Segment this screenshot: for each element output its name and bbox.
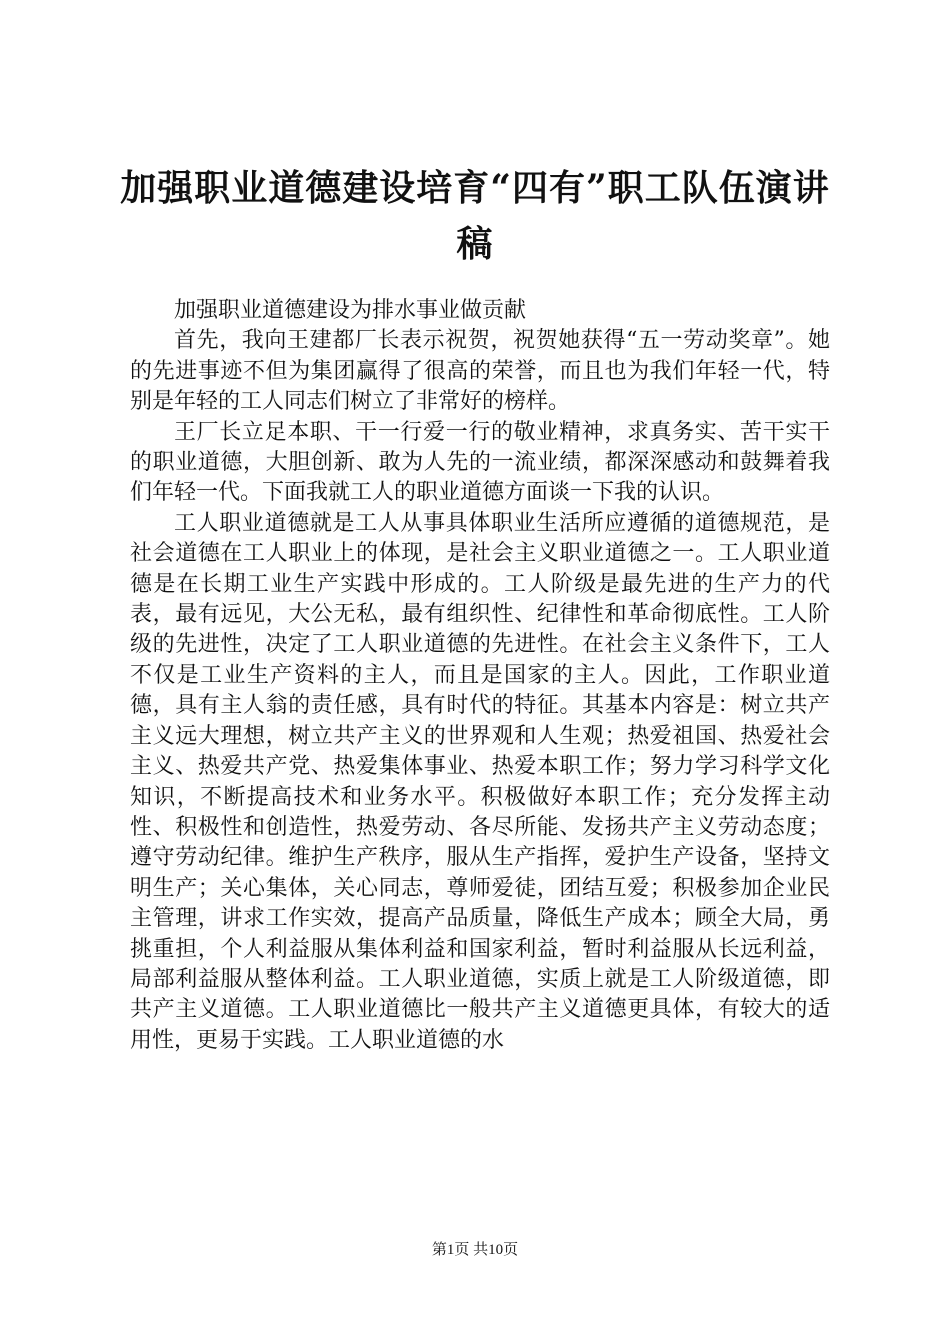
- paragraph-1: 首先，我向王建都厂长表示祝贺，祝贺她获得“五一劳动奖章”。她的先进事迹不但为集团赢得了很高的荣誉，而且也为我们年轻一代，特别是年轻的工人同志们树立了非常好的榜样。: [130, 328, 830, 415]
- document-title: 加强职业道德建设培育“四有”职工队伍演讲稿: [120, 167, 830, 265]
- document-body: [130, 296, 830, 1056]
- document-subtitle: 加强职业道德建设为排水事业做贡献: [174, 298, 527, 323]
- paragraph-3: 工人职业道德就是工人从事具体职业生活所应遵循的道德规范，是社会道德在工人职业上的体现，是社会主义职业道德之一。工人职业道德是在长期工业生产实践中形成的。工人阶级是最先进的生产力的代表，最有远见，大公无私，最有组织性、纪律性和革命彻底性。工人阶级的先进性，决定了工人职业道德的先进性。在社会主义条件下，工人不仅是工业生产资料的主人，而且是国家的主人。因此，工作职业道德，具有主人翁的责任感，具有时代的特征。其基本内容是：树立共产主义远大理想，树立共产主义的世界观和人生观；热爱祖国、热爱社会主义、热爱共产党、热爱集体事业、热爱本职工作；努力学习科学文化知识，不断提高技术和业务水平。积极做好本职工作；充分发挥主动性、积极性和创造性，热爱劳动、各尽所能、发扬共产主义劳动态度；遵守劳动纪律。维护生产秩序，服从生产指挥，爱护生产设备，坚持文明生产；关心集体，关心同志，尊师爱徒，团结互爱；积极参加企业民主管理，讲求工作实效，提高产品质量，降低生产成本；顾全大局，勇挑重担，个人利益服从集体利益和国家利益，暂时利益服从长远利益，局部利益服从整体利益。工人职业道德，实质上就是工人阶级道德，即共产主义道德。工人职业道德比一般共产主义道德更具体，有较大的适用性，更易于实践。工人职业道德的水: [130, 510, 830, 1053]
- paragraph-2: 王厂长立足本职、干一行爱一行的敬业精神，求真务实、苦干实干的职业道德，大胆创新、敢为人先的一流业绩，都深深感动和鼓舞着我们年轻一代。下面我就工人的职业道德方面谈一下我的认识。: [130, 419, 830, 506]
- page-number-footer: 第1页 共10页: [431, 1242, 519, 1258]
